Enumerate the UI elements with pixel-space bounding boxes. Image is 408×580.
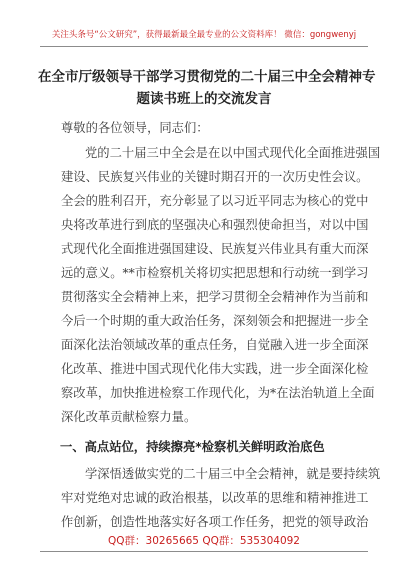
body-line: 察改革，加快推进检察工作现代化，为*在法治轨道上全面 — [61, 386, 375, 400]
page-title — [38, 66, 376, 110]
section-line: 学深悟透做实党的二十届三中全会精神，就是要持续筑 — [85, 467, 381, 481]
body-line: 今后一个时期的重大政治任务，深刻领会和把握进一步全 — [61, 314, 369, 328]
footer-divider — [40, 551, 368, 552]
body-line: 面深化法治领域改革的重点任务，自觉融入进一步全面深 — [61, 338, 369, 352]
body-line: 全会的胜利召开，充分彰显了以习近平同志为核心的党中 — [61, 194, 369, 208]
body-line: 贯彻落实全会精神上来，把学习贯彻全会精神作为当前和 — [61, 290, 369, 304]
greeting: 尊敬的各位领导，同志们： — [61, 121, 209, 135]
title-line-2: 题读书班上的交流发言 — [136, 91, 272, 107]
section-line: 作创新，创造性地落实好各项工作任务，把党的领导政治 — [61, 515, 369, 529]
body-line: 央将改革进行到底的坚强决心和强烈使命担当，对以中国 — [61, 218, 369, 232]
section-line: 牢对党绝对忠诚的政治根基，以改革的思维和精神推进工 — [61, 491, 369, 505]
body-line: 党的二十届三中全会是在以中国式现代化全面推进强国 — [85, 146, 381, 160]
body-line: 建设、民族复兴伟业的关键时期召开的一次历史性会议。 — [61, 170, 369, 184]
body-line: 远的意义。**市检察机关将切实把思想和行动统一到学习 — [61, 266, 369, 280]
body-line: 化改革、推进中国式现代化伟大实践，进一步全面深化检 — [61, 362, 369, 376]
body-line: 式现代化全面推进强国建设、民族复兴伟业具有重大而深 — [61, 242, 369, 256]
body-line: 深化改革贡献检察力量。 — [61, 410, 197, 424]
header-divider — [40, 46, 368, 47]
title-line-1: 在全市厅级领导干部学习贯彻党的二十届三中全会精神专 — [38, 69, 376, 85]
footer-qq-groups: QQ群：30265665 QQ群：535304092 — [108, 535, 300, 547]
section-heading: 一、高点站位，持续擦亮*检察机关鲜明政治底色 — [60, 440, 325, 454]
header-promo-note: 关注头条号“公文研究”，获得最新最全最专业的公文资料库！ 微信：gongwenyj — [51, 30, 357, 40]
